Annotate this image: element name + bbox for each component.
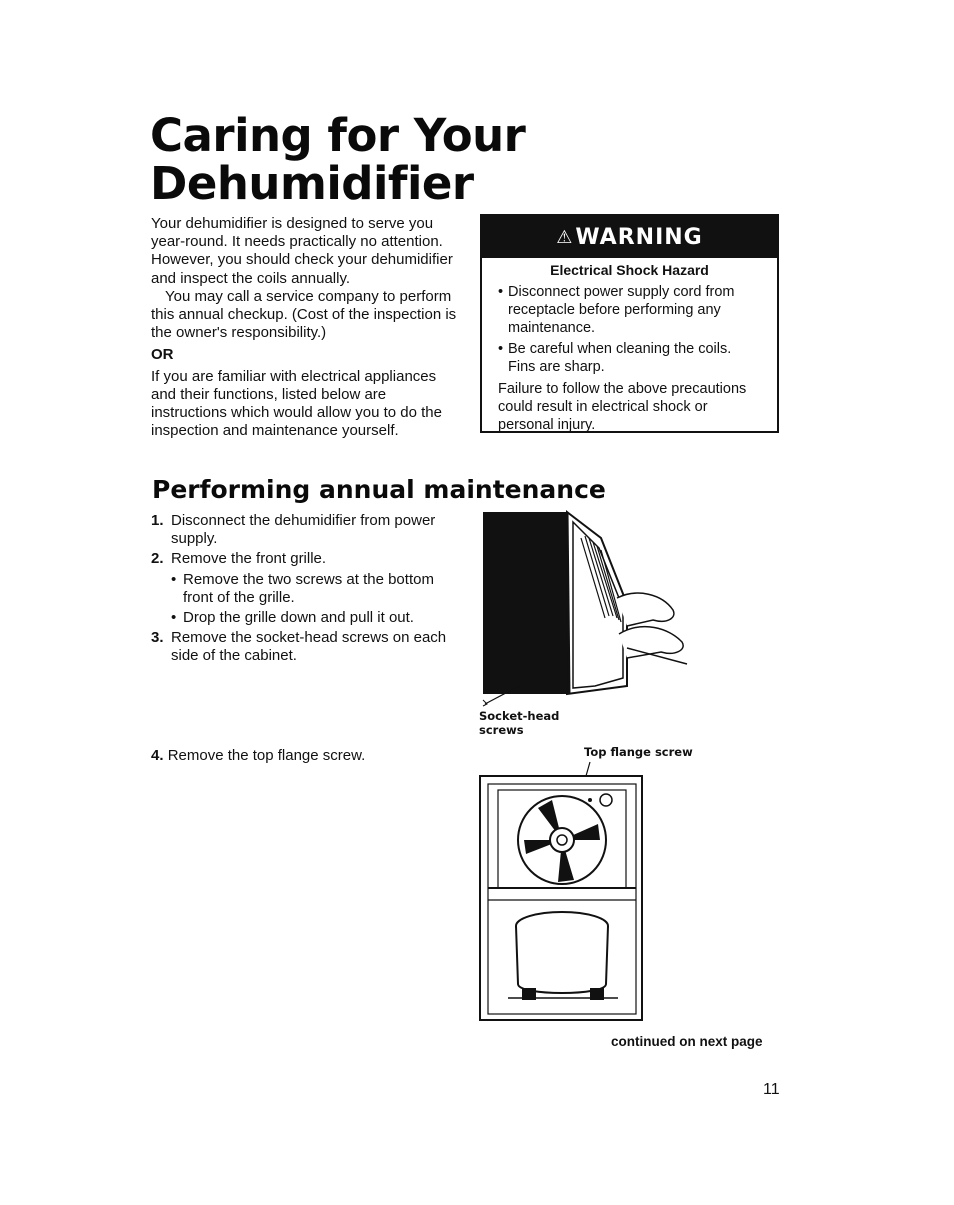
steps-list	[151, 512, 456, 668]
page-title	[150, 109, 526, 210]
figure-caption-top-flange: Top flange screw	[584, 745, 693, 759]
warning-header	[482, 216, 777, 258]
grille-removal-illustration	[477, 508, 702, 708]
interior-fan-compressor-illustration	[478, 760, 648, 1024]
intro-text	[151, 215, 463, 440]
warning-bullet: • Be careful when cleaning the coils. Fins are sharp.	[498, 341, 732, 375]
continued-note: continued on next page	[611, 1034, 763, 1049]
warning-triangle-icon: ⚠	[556, 226, 574, 248]
figure-caption-socket-head: Socket-head screws	[479, 709, 560, 737]
step-item: 4. Remove the top flange screw.	[151, 747, 366, 764]
step-item: 1. Disconnect the dehumidifier from power supply.	[151, 512, 436, 548]
page-number: 11	[763, 1081, 780, 1098]
intro-paragraph-1: Your dehumidifier is designed to serve you year-round. It needs practically no attention. However, you should check your dehumidifier and inspect the coils annually.	[151, 215, 453, 287]
section-title: Performing annual maintenance	[152, 475, 606, 504]
warning-box	[480, 214, 779, 433]
step-item: 3. Remove the socket-head screws on each side of the cabinet.	[151, 629, 447, 665]
warning-footer: Failure to follow the above precautions could result in electrical shock or personal injury.	[498, 381, 747, 433]
title-line-1: Caring for Your	[150, 109, 526, 162]
intro-paragraph-2: You may call a service company to perform this annual checkup. (Cost of the inspection is the owner's responsibility.)	[151, 287, 457, 342]
warning-hazard-title: Electrical Shock Hazard	[550, 262, 709, 278]
sub-step-item: • Remove the two screws at the bottom front of the grille.	[171, 570, 434, 606]
warning-bullet: • Disconnect power supply cord from receptacle before performing any maintenance.	[498, 284, 735, 336]
warning-label: WARNING	[575, 224, 703, 250]
step-item: 2. Remove the front grille.	[151, 550, 327, 568]
intro-paragraph-3: If you are familiar with electrical appliances and their functions, listed below are instructions which would allow you to do the inspection and maintenance yourself.	[151, 367, 442, 440]
title-line-2: Dehumidifier	[150, 157, 474, 210]
sub-step-item: • Drop the grille down and pull it out.	[171, 609, 414, 627]
intro-or: OR	[151, 346, 174, 364]
warning-body	[482, 258, 777, 434]
